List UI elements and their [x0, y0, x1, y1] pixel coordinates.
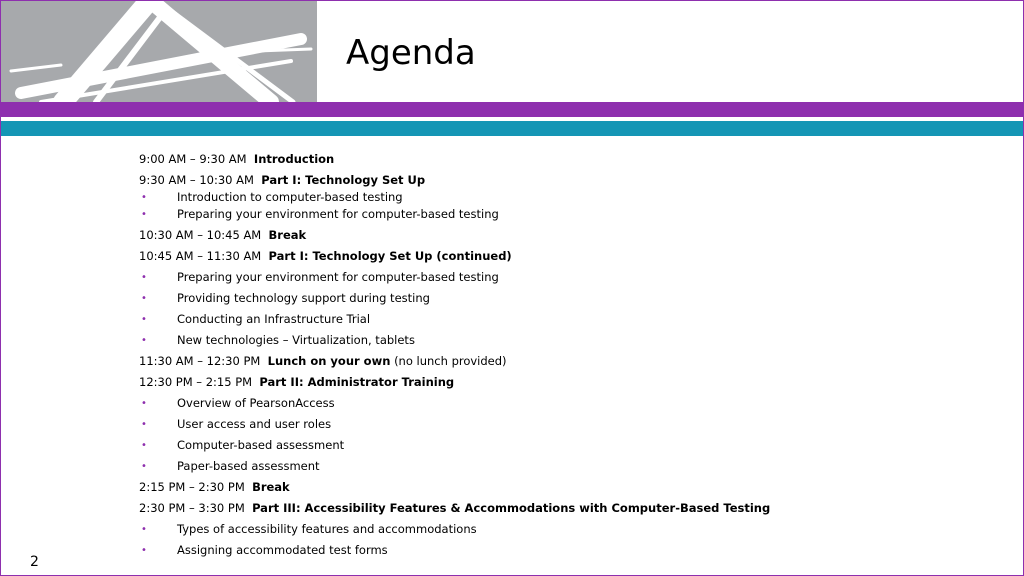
agenda-bullet-text: Overview of PearsonAccess [177, 396, 335, 410]
agenda-bullet-item [139, 416, 939, 433]
bullet-icon: • [141, 398, 147, 409]
agenda-time-row [139, 227, 939, 244]
agenda-topic: Part I: Technology Set Up (continued) [268, 249, 512, 263]
agenda-topic: Part III: Accessibility Features & Accommodations with Computer-Based Testing [252, 501, 771, 515]
agenda-time-row [139, 374, 939, 391]
agenda-bullet-text: Types of accessibility features and accommodations [177, 522, 477, 536]
agenda-topic: Break [268, 228, 307, 242]
agenda-topic: Lunch on your own [267, 354, 391, 368]
agenda-time: 2:15 PM – 2:30 PM [139, 480, 245, 494]
agenda-topic: Break [252, 480, 290, 494]
agenda-bullet-item [139, 311, 939, 328]
bullet-icon: • [141, 545, 147, 556]
agenda-time: 2:30 PM – 3:30 PM [139, 501, 245, 515]
bullet-icon: • [141, 461, 147, 472]
agenda-time-row [139, 500, 939, 517]
agenda-bullet-text: New technologies – Virtualization, tablets [177, 333, 415, 347]
agenda-time: 9:30 AM – 10:30 AM [139, 173, 254, 187]
agenda-bullet-text: Providing technology support during testing [177, 291, 430, 305]
agenda-bullet-text: Computer-based assessment [177, 438, 345, 452]
slide-title: Agenda [346, 33, 476, 73]
agenda-bullet-item [139, 290, 939, 307]
bullet-icon: • [141, 524, 147, 535]
teal-divider-bar [1, 121, 1024, 136]
bullet-icon: • [141, 293, 147, 304]
agenda-bullet-item [139, 521, 939, 538]
agenda-topic: Introduction [253, 152, 335, 166]
bullet-icon: • [141, 314, 147, 325]
agenda-bullet-item [139, 458, 939, 475]
agenda-time-row [139, 151, 939, 168]
agenda-bullet-item [139, 395, 939, 412]
stylized-letter-a-logo-icon [1, 1, 317, 102]
agenda-time: 10:30 AM – 10:45 AM [139, 228, 262, 242]
bullet-icon: • [141, 419, 147, 430]
bullet-icon: • [141, 335, 147, 346]
agenda-bullet-text: Preparing your environment for computer-based testing [177, 270, 499, 284]
agenda-topic: Part II: Administrator Training [259, 375, 455, 389]
agenda-time: 9:00 AM – 9:30 AM [139, 152, 247, 166]
agenda-topic: Part I: Technology Set Up [261, 173, 426, 187]
bullet-icon: • [141, 272, 147, 283]
agenda-time: 11:30 AM – 12:30 PM [139, 354, 261, 368]
agenda-time-row [139, 172, 939, 189]
agenda-bullet-text: Paper-based assessment [177, 459, 320, 473]
agenda-bullet-item [139, 332, 939, 349]
agenda-bullet-text: Assigning accommodated test forms [177, 543, 388, 557]
agenda-note: (no lunch provided) [394, 354, 507, 368]
agenda-bullet-item [139, 437, 939, 454]
agenda-time: 12:30 PM – 2:15 PM [139, 375, 253, 389]
agenda-time: 10:45 AM – 11:30 AM [139, 249, 262, 263]
agenda-bullet-text: Preparing your environment for computer-based testing [177, 207, 499, 221]
agenda-bullet-item [139, 269, 939, 286]
page-number: 2 [30, 554, 39, 570]
agenda-bullet-item [139, 542, 939, 559]
agenda-time-row [139, 479, 939, 496]
agenda-bullet-text: Conducting an Infrastructure Trial [177, 312, 371, 326]
bullet-icon: • [141, 209, 147, 220]
agenda-time-row [139, 248, 939, 265]
agenda-time-row [139, 353, 939, 370]
agenda-bullet-item [139, 206, 939, 223]
bullet-icon: • [141, 192, 147, 203]
agenda-bullet-item [139, 189, 939, 206]
logo [1, 1, 317, 102]
agenda-bullet-text: User access and user roles [177, 417, 332, 431]
bullet-icon: • [141, 440, 147, 451]
purple-divider-bar [1, 102, 1024, 117]
agenda-bullet-text: Introduction to computer-based testing [177, 190, 403, 204]
agenda-list [139, 151, 939, 559]
